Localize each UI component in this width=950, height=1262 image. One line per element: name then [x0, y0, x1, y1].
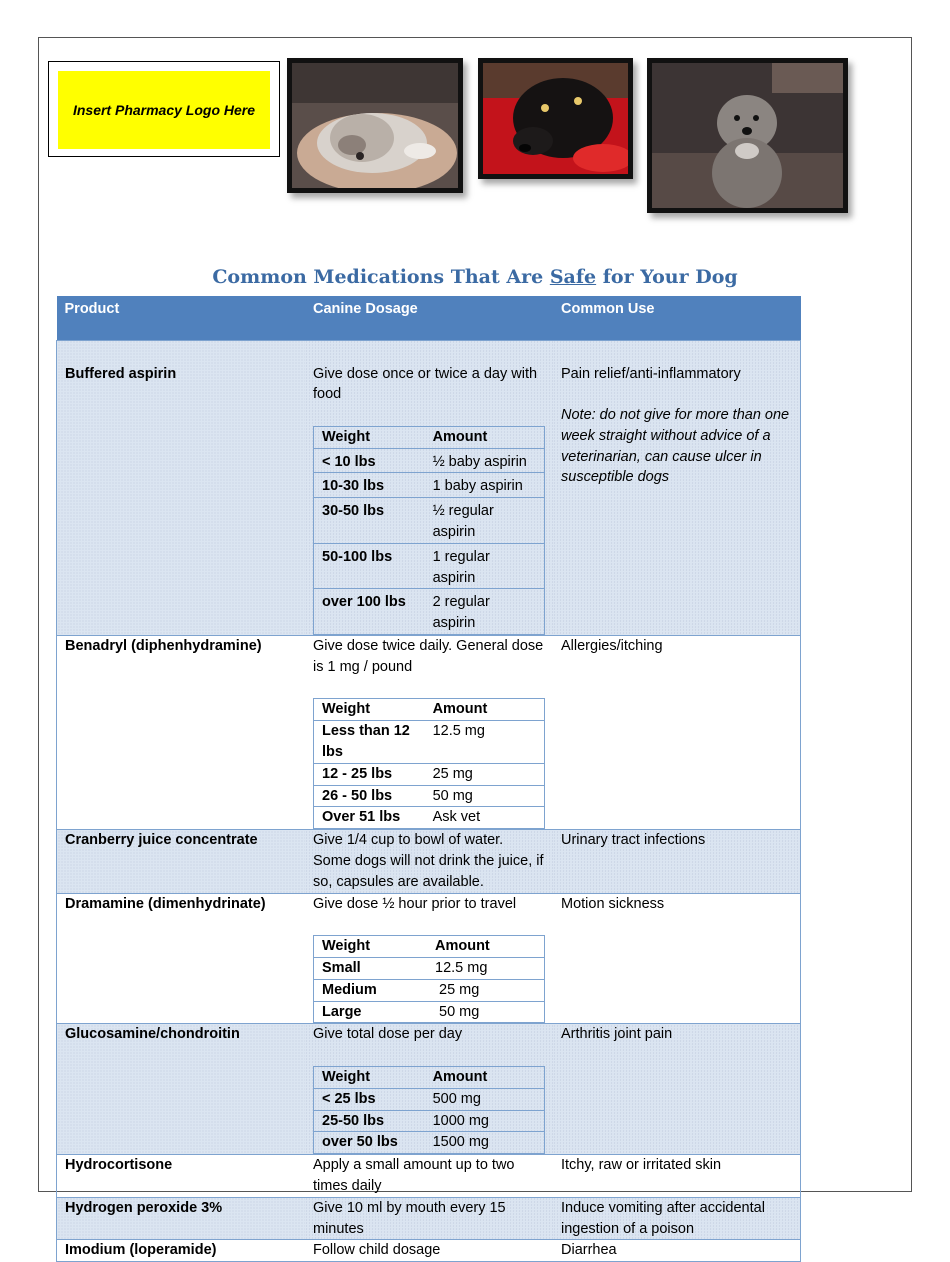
dose-weight: < 25 lbs — [322, 1090, 376, 1107]
dose-weight: 50-100 lbs — [322, 548, 393, 565]
dosage-text: Give dose twice daily. General dose is 1 mg / pound — [313, 638, 544, 675]
dose-weight: Less than 12 lbs — [322, 723, 410, 761]
dosage-cell: Apply a small amount up to two times daily — [313, 1157, 515, 1194]
dose-amount: 1000 mg — [432, 1112, 489, 1129]
dose-amount: 500 mg — [432, 1090, 481, 1107]
logo-placeholder-text: Insert Pharmacy Logo Here — [58, 71, 270, 149]
dose-amount: 50 mg — [435, 1003, 480, 1020]
page-title — [0, 266, 950, 288]
table-row — [57, 340, 801, 636]
dog-photo-black-dog — [478, 58, 633, 179]
amount-header: Amount — [432, 1069, 488, 1085]
product-cell: Imodium (loperamide) — [65, 1242, 217, 1259]
product-cell: Benadryl (diphenhydramine) — [65, 638, 262, 655]
dose-weight: 25-50 lbs — [322, 1112, 385, 1129]
amount-header: Amount — [432, 428, 488, 445]
use-cell — [553, 340, 801, 636]
dose-weight: 30-50 lbs — [322, 503, 385, 520]
column-header-dosage: Canine Dosage — [305, 296, 553, 340]
medications-table — [56, 296, 801, 1262]
dose-weight: 26 - 50 lbs — [322, 787, 393, 804]
dose-amount: 50 mg — [432, 787, 473, 804]
dose-weight: 10-30 lbs — [322, 478, 385, 495]
weight-header: Weight — [322, 701, 371, 718]
product-cell: Glucosamine/chondroitin — [57, 1024, 306, 1155]
amount-header: Amount — [435, 938, 490, 955]
title-prefix: Common Medications That Are — [212, 266, 550, 288]
weight-header: Weight — [322, 1069, 371, 1085]
table-row — [57, 893, 801, 1024]
pharmacy-logo-placeholder — [48, 61, 280, 157]
title-suffix: for Your Dog — [596, 266, 738, 288]
dosage-text: Give dose once or twice a day with food — [313, 365, 538, 403]
dose-table — [313, 1066, 545, 1154]
dose-weight: 12 - 25 lbs — [322, 765, 393, 782]
use-cell: Itchy, raw or irritated skin — [561, 1157, 722, 1174]
dose-amount: 25 mg — [435, 981, 480, 998]
dose-amount: 25 mg — [432, 765, 473, 782]
dose-table — [313, 426, 545, 635]
dose-amount: Ask vet — [432, 809, 481, 826]
dose-weight: over 100 lbs — [322, 594, 406, 611]
dose-amount: 1 regular aspirin — [432, 548, 490, 586]
use-cell: Arthritis joint pain — [553, 1024, 801, 1155]
table-row — [57, 636, 801, 830]
dosage-text: Give total dose per day — [313, 1026, 463, 1043]
product-cell: Hydrocortisone — [65, 1157, 173, 1174]
column-header-use: Common Use — [553, 296, 801, 340]
dog-photo-gray-dog — [647, 58, 848, 213]
dose-amount: ½ baby aspirin — [432, 453, 527, 470]
table-row — [57, 1240, 801, 1262]
dosage-cell: Follow child dosage — [313, 1242, 441, 1259]
column-header-product: Product — [57, 296, 306, 340]
dosage-cell — [305, 340, 553, 636]
dose-amount: 2 regular aspirin — [432, 594, 490, 632]
dosage-cell: Give 1/4 cup to bowl of water. Some dogs will not drink the juice, if so, capsules are available. — [305, 830, 553, 893]
table-row — [57, 1197, 801, 1240]
dose-weight: Large — [322, 1003, 362, 1020]
dose-amount: 1500 mg — [432, 1134, 489, 1151]
table-header-row — [57, 296, 801, 340]
product-cell: Buffered aspirin — [57, 340, 306, 636]
table-row — [57, 1155, 801, 1198]
table-row — [57, 1024, 801, 1155]
dosage-cell — [305, 636, 553, 830]
dosage-cell — [305, 893, 553, 1024]
dosage-cell — [305, 1024, 553, 1155]
amount-header: Amount — [432, 701, 488, 718]
product-cell: Cranberry juice concentrate — [57, 830, 306, 893]
dose-table — [313, 935, 545, 1023]
weight-header: Weight — [322, 938, 371, 955]
dose-table — [313, 698, 545, 829]
dose-weight: over 50 lbs — [322, 1134, 398, 1151]
product-cell: Dramamine (dimenhydrinate) — [65, 895, 266, 912]
use-cell: Allergies/itching — [561, 638, 663, 655]
dose-weight: < 10 lbs — [322, 453, 376, 470]
dosage-cell: Give 10 ml by mouth every 15 minutes — [305, 1197, 553, 1240]
dose-amount: 12.5 mg — [432, 723, 485, 740]
dose-weight: Over 51 lbs — [322, 809, 401, 826]
use-cell: Motion sickness — [561, 895, 665, 912]
table-row — [57, 830, 801, 893]
caution-note: Note: do not give for more than one week straight without advice of a veterinarian, can cause ulcer in susceptible dogs — [561, 407, 790, 486]
title-emphasis: Safe — [549, 266, 597, 288]
product-cell: Hydrogen peroxide 3% — [57, 1197, 306, 1240]
dose-amount: 12.5 mg — [435, 960, 488, 977]
dog-photo-sleeping — [287, 58, 463, 193]
dose-amount: ½ regular aspirin — [432, 503, 494, 541]
use-text: Pain relief/anti-inflammatory — [561, 365, 741, 382]
use-cell: Induce vomiting after accidental ingestion of a poison — [553, 1197, 801, 1240]
use-cell: Urinary tract infections — [553, 830, 801, 893]
weight-header: Weight — [322, 428, 371, 445]
dose-amount: 1 baby aspirin — [432, 478, 523, 495]
dose-weight: Medium — [322, 981, 377, 998]
dose-weight: Small — [322, 960, 361, 977]
dosage-text: Give dose ½ hour prior to travel — [313, 895, 517, 912]
use-cell: Diarrhea — [561, 1242, 617, 1259]
